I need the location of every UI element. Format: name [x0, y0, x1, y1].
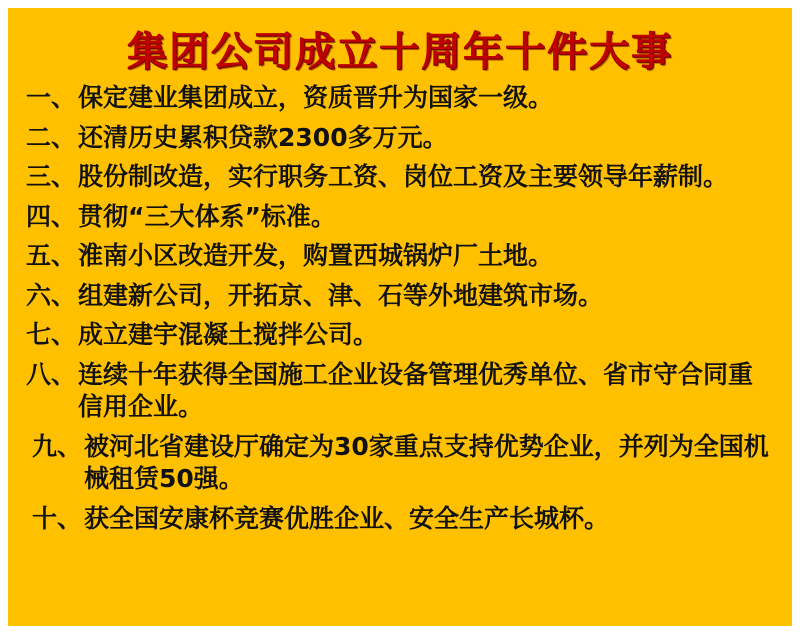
poster-canvas — [8, 8, 792, 626]
list-item-text: 连续十年获得全国施工企业设备管理优秀单位、省市守合同重信用企业。 — [78, 359, 754, 421]
list-item-number: 二、 — [26, 122, 77, 152]
list-item-number: 七、 — [26, 320, 77, 349]
list-item-text: 获全国安康杯竞赛优胜企业、安全生产长城杯。 — [84, 503, 610, 533]
list-item — [26, 280, 778, 313]
list-item — [26, 82, 778, 115]
list-item — [26, 240, 778, 273]
list-item-text: 还清历史累积贷款2300多万元。 — [78, 122, 448, 152]
list-item-text: 成立建宇混凝土搅拌公司。 — [78, 320, 379, 349]
list-item-number: 四、 — [26, 201, 77, 231]
page-title: 集团公司成立十周年十件大事 — [127, 29, 673, 75]
list-item-number: 十、 — [32, 503, 83, 533]
list-item-number: 九、 — [32, 431, 83, 461]
list-item-text: 贯彻“三大体系”标准。 — [78, 201, 336, 231]
list-item-text: 股份制改造，实行职务工资、岗位工资及主要领导年薪制。 — [78, 162, 729, 191]
list-item-number: 八、 — [26, 359, 77, 389]
list-item-text: 保定建业集团成立，资质晋升为国家一级。 — [78, 83, 554, 112]
list-item — [26, 161, 778, 194]
list-item — [26, 201, 778, 234]
list-item — [26, 431, 778, 496]
list-item — [26, 319, 778, 352]
list-item-number: 一、 — [26, 83, 77, 112]
list-item-text: 淮南小区改造开发，购置西城锅炉厂土地。 — [78, 241, 554, 270]
list-item-number: 六、 — [26, 280, 77, 310]
milestone-list — [8, 82, 792, 535]
list-item — [26, 359, 778, 424]
list-item-text: 组建新公司，开拓京、津、石等外地建筑市场。 — [78, 280, 604, 310]
list-item — [26, 503, 778, 536]
list-item-number: 三、 — [26, 162, 77, 191]
list-item-number: 五、 — [26, 241, 77, 270]
list-item-text: 被河北省建设厅确定为30家重点支持优势企业，并列为全国机械租赁50强。 — [84, 431, 769, 493]
list-item — [26, 122, 778, 155]
